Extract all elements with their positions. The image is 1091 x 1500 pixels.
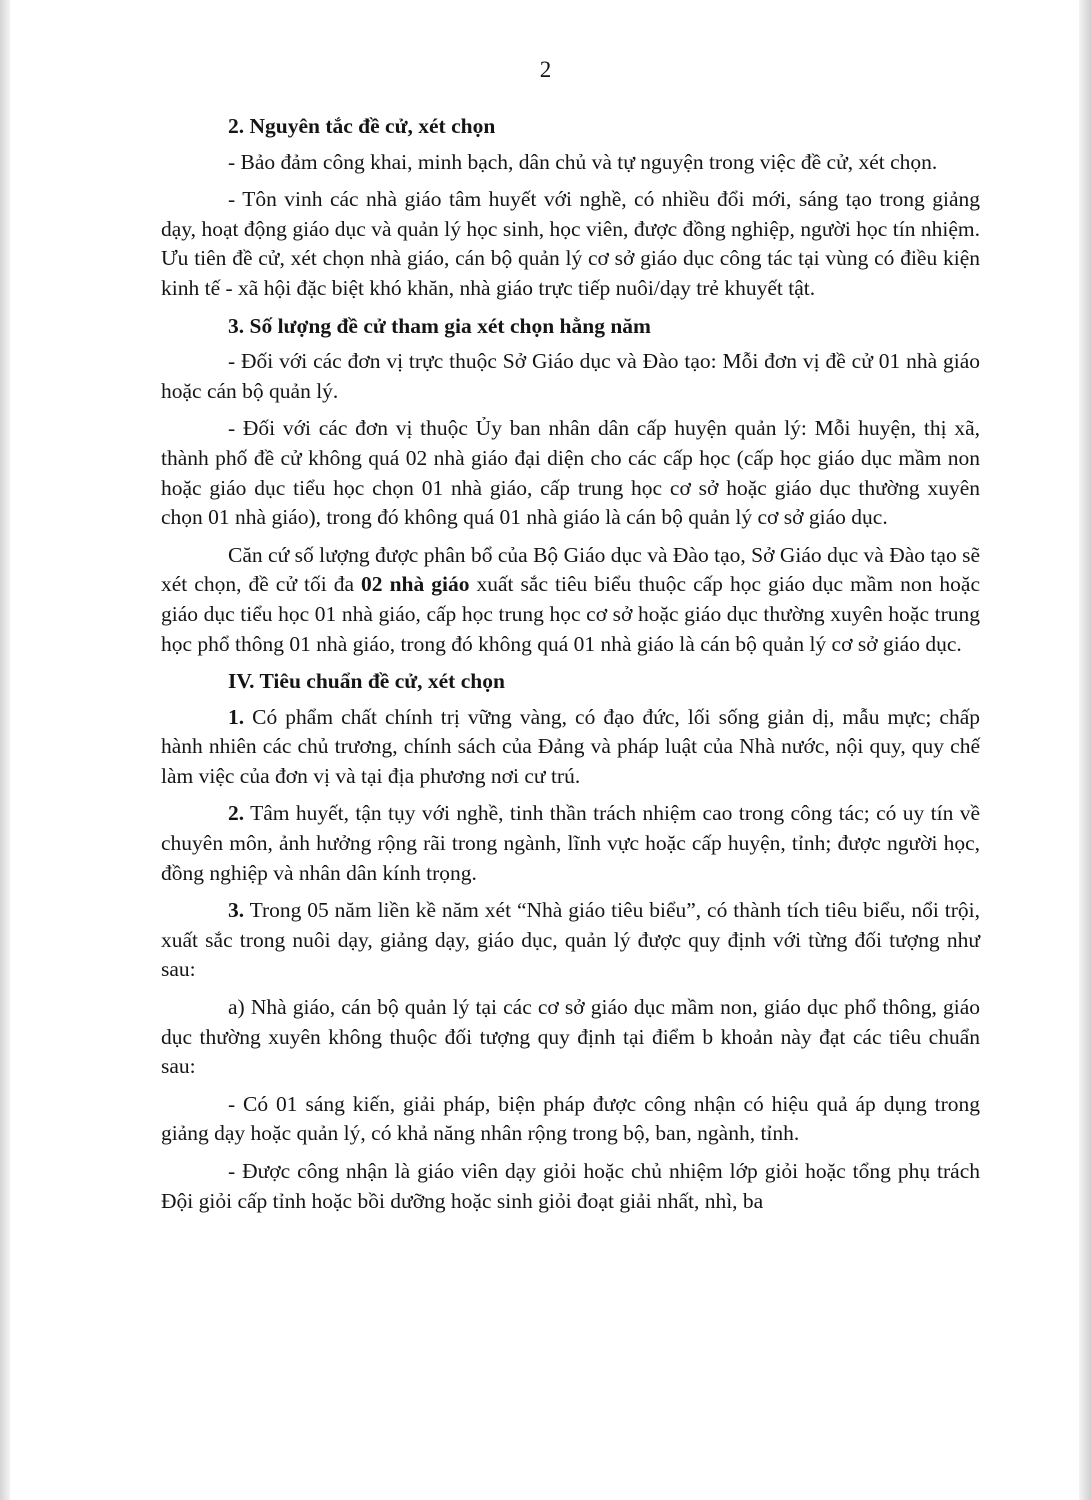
paragraph <box>161 541 980 659</box>
page-edge-right <box>1079 0 1091 1500</box>
section-heading-criteria: IV. Tiêu chuẩn đề cử, xét chọn <box>228 669 505 694</box>
criterion-3 <box>161 896 980 985</box>
criterion-1 <box>161 703 980 792</box>
page-edge-left <box>0 0 10 1500</box>
text-run: Căn cứ số lượng được phân bổ của Bộ Giáo dục và Đào tạo, Sở Giáo dục và Đào tạo sẽ xét chọn, đề cử tối đa <box>161 542 980 597</box>
paragraph: - Tôn vinh các nhà giáo tâm huyết với nghề, có nhiều đổi mới, sáng tạo trong giảng dạy, hoạt động giáo dục và quản lý học sinh, học viên, được đồng nghiệp, người học tín nhiệm. Ưu tiên đề cử, xét chọn nhà giáo, cán bộ quản lý cơ sở giáo dục công tác tại vùng có điều kiện kinh tế - xã hội đặc biệt khó khăn, nhà giáo trực tiếp nuôi/dạy trẻ khuyết tật. <box>161 187 980 300</box>
paragraph: - Được công nhận là giáo viên dạy giỏi hoặc chủ nhiệm lớp giỏi hoặc tổng phụ trách Đội giỏi cấp tỉnh hoặc bồi dưỡng hoặc sinh giỏi đoạt giải nhất, nhì, ba <box>161 1159 980 1213</box>
criterion-text: Trong 05 năm liền kề năm xét “Nhà giáo tiêu biểu”, có thành tích tiêu biểu, nổi trội, xuất sắc trong nuôi dạy, giảng dạy, giáo dục, quản lý được quy định với từng đối tượng như sau: <box>161 898 980 982</box>
document-body <box>161 112 980 1224</box>
paragraph: - Đối với các đơn vị trực thuộc Sở Giáo dục và Đào tạo: Mỗi đơn vị đề cử 01 nhà giáo hoặc cán bộ quản lý. <box>161 349 980 403</box>
paragraph: - Đối với các đơn vị thuộc Ủy ban nhân dân cấp huyện quản lý: Mỗi huyện, thị xã, thành phố đề cử không quá 02 nhà giáo đại diện cho các cấp học (cấp học giáo dục mầm non hoặc giáo dục tiểu học chọn 01 nhà giáo, cấp trung học cơ sở hoặc giáo dục thường xuyên chọn 01 nhà giáo), trong đó không quá 01 nhà giáo là cán bộ quản lý cơ sở giáo dục. <box>161 416 980 530</box>
criterion-number: 2. <box>228 801 245 826</box>
paragraph: a) Nhà giáo, cán bộ quản lý tại các cơ sở giáo dục mầm non, giáo dục phổ thông, giáo dục thường xuyên không thuộc đối tượng quy định tại điểm b khoản này đạt các tiêu chuẩn sau: <box>161 995 980 1079</box>
criterion-text: Tâm huyết, tận tụy với nghề, tinh thần trách nhiệm cao trong công tác; có uy tín về chuyên môn, ảnh hưởng rộng rãi trong ngành, lĩnh vực hoặc cấp huyện, tỉnh; được người học, đồng nghiệp và nhân dân kính trọng. <box>161 801 980 885</box>
criterion-2 <box>161 799 980 888</box>
section-heading-principles: 2. Nguyên tắc đề cử, xét chọn <box>228 114 496 138</box>
section-heading-quantity: 3. Số lượng đề cử tham gia xét chọn hằng năm <box>228 313 651 338</box>
paragraph: - Có 01 sáng kiến, giải pháp, biện pháp được công nhận có hiệu quả áp dụng trong giảng dạy hoặc quản lý, có khả năng nhân rộng trong bộ, ban, ngành, tỉnh. <box>161 1091 980 1146</box>
page-number: 2 <box>539 57 552 82</box>
paragraph: - Bảo đảm công khai, minh bạch, dân chủ và tự nguyện trong việc đề cử, xét chọn. <box>228 149 938 174</box>
criterion-number: 3. <box>228 898 245 923</box>
text-run: xuất sắc tiêu biểu thuộc cấp học giáo dục mầm non hoặc giáo dục tiểu học 01 nhà giáo, cấp học trung học cơ sở hoặc giáo dục thường xuyên hoặc trung học phổ thông 01 nhà giáo, trong đó không quá 01 nhà giáo là cán bộ quản lý cơ sở giáo dục. <box>161 572 980 656</box>
criterion-number: 1. <box>228 704 245 729</box>
bold-text-run: 02 nhà giáo <box>361 572 470 597</box>
criterion-text: Có phẩm chất chính trị vững vàng, có đạo đức, lối sống giản dị, mẫu mực; chấp hành nhiên các chủ trương, chính sách của Đảng và pháp luật của Nhà nước, nội quy, quy chế làm việc của đơn vị và tại địa phương nơi cư trú. <box>161 704 980 788</box>
